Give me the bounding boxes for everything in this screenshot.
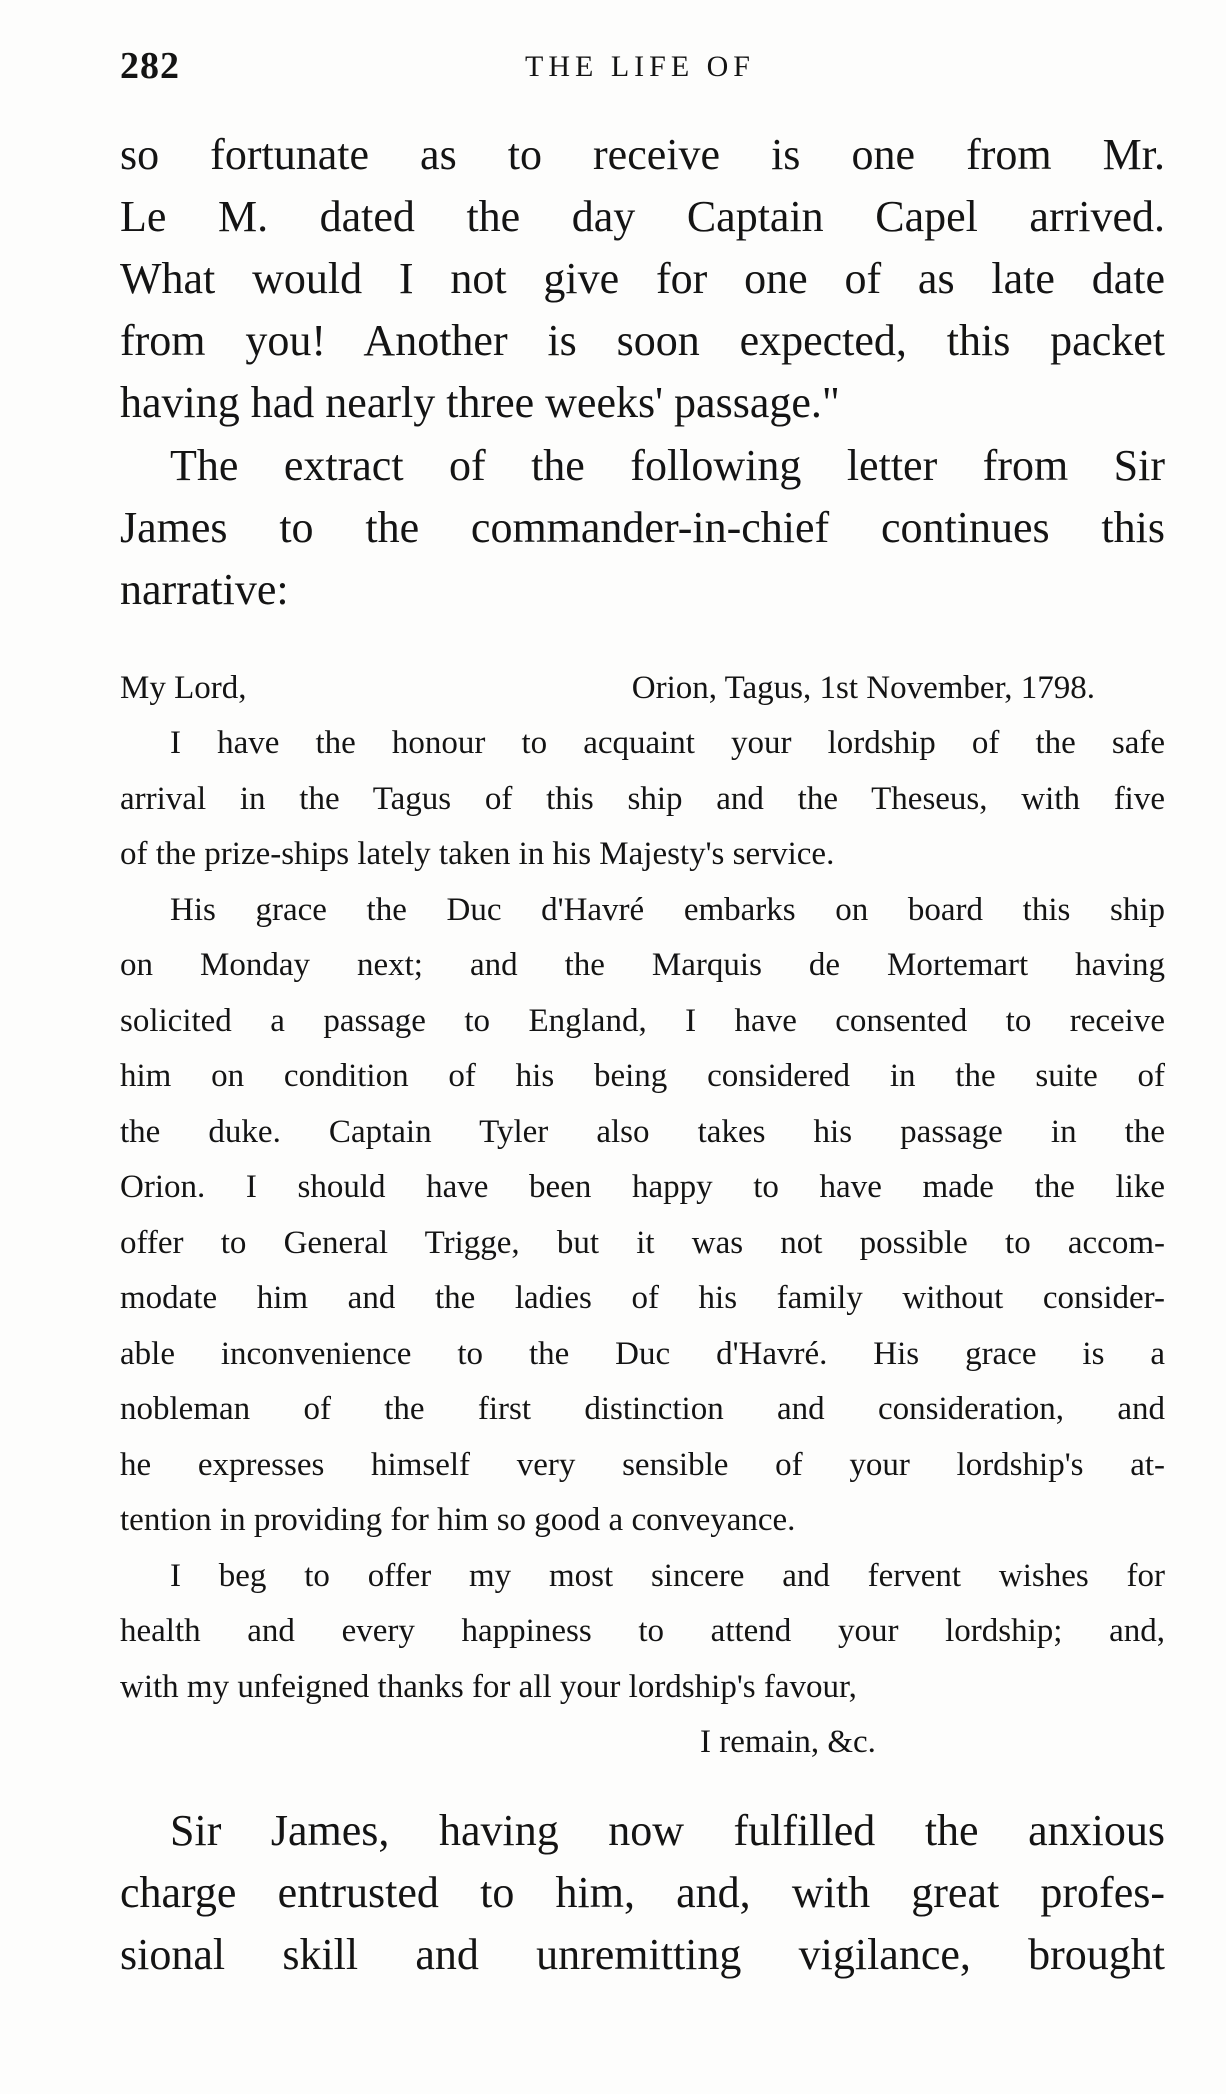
text-line: charge entrusted to him, and, with great profes- xyxy=(120,1868,1165,1917)
text-line: having had nearly three weeks' passage." xyxy=(120,378,840,427)
text-line: solicited a passage to England, I have consented to receive xyxy=(120,1002,1165,1039)
text-line: offer to General Trigge, but it was not possible to accom- xyxy=(120,1224,1165,1261)
text-line: from you! Another is soon expected, this packet xyxy=(120,316,1165,365)
running-head: THE LIFE OF xyxy=(525,50,755,83)
text-line: I have the honour to acquaint your lordship of the safe xyxy=(170,725,1165,761)
text-line: Le M. dated the day Captain Capel arrived. xyxy=(120,192,1165,241)
text-line: What would I not give for one of as late date xyxy=(120,254,1165,303)
text-line: with my unfeigned thanks for all your lordship's favour, xyxy=(120,1668,857,1705)
page-number: 282 xyxy=(120,45,180,87)
extract-intro-paragraph xyxy=(120,435,1165,621)
text-line: of the prize-ships lately taken in his Majesty's service. xyxy=(120,836,835,872)
text-line: him on condition of his being considered in the suite of xyxy=(120,1058,1165,1094)
intro-paragraph xyxy=(120,124,1165,434)
text-line: on Monday next; and the Marquis de Mortemart having xyxy=(120,947,1165,983)
text-line: he expresses himself very sensible of your lordship's at- xyxy=(120,1446,1165,1483)
text-line: narrative: xyxy=(120,565,289,614)
letter-paragraph-1 xyxy=(120,716,1165,883)
text-line: so fortunate as to receive is one from Mr. xyxy=(120,130,1165,179)
text-line: health and every happiness to attend your lordship; and, xyxy=(120,1613,1165,1649)
closing-paragraph xyxy=(120,1800,1165,1986)
letter-heading xyxy=(120,660,1165,716)
quoted-letter xyxy=(120,660,1165,1771)
text-line: sional skill and unremitting vigilance, brought xyxy=(120,1930,1165,1979)
text-line: Sir James, having now fulfilled the anxious xyxy=(170,1806,1165,1855)
text-line: tention in providing for him so good a conveyance. xyxy=(120,1502,796,1538)
letter-paragraph-2 xyxy=(120,883,1165,1549)
letter-paragraph-3 xyxy=(120,1549,1165,1716)
text-line: I beg to offer my most sincere and fervent wishes for xyxy=(170,1557,1165,1594)
text-line: James to the commander-in-chief continues this xyxy=(120,503,1165,552)
text-line: arrival in the Tagus of this ship and the Theseus, with five xyxy=(120,780,1165,817)
text-line: His grace the Duc d'Havré embarks on board this ship xyxy=(170,891,1165,928)
letter-dateline: Orion, Tagus, 1st November, 1798. xyxy=(631,670,1095,706)
page-header xyxy=(120,44,1160,94)
text-line: Orion. I should have been happy to have made the like xyxy=(120,1169,1165,1205)
text-line: nobleman of the first distinction and consideration, and xyxy=(120,1391,1165,1427)
letter-salutation: My Lord, xyxy=(120,670,247,706)
text-line: the duke. Captain Tyler also takes his passage in the xyxy=(120,1113,1165,1150)
text-line: able inconvenience to the Duc d'Havré. His grace is a xyxy=(120,1335,1165,1372)
letter-signoff: I remain, &c. xyxy=(700,1724,876,1760)
text-line: modate him and the ladies of his family without consider- xyxy=(120,1280,1165,1316)
text-line: The extract of the following letter from Sir xyxy=(170,441,1165,490)
